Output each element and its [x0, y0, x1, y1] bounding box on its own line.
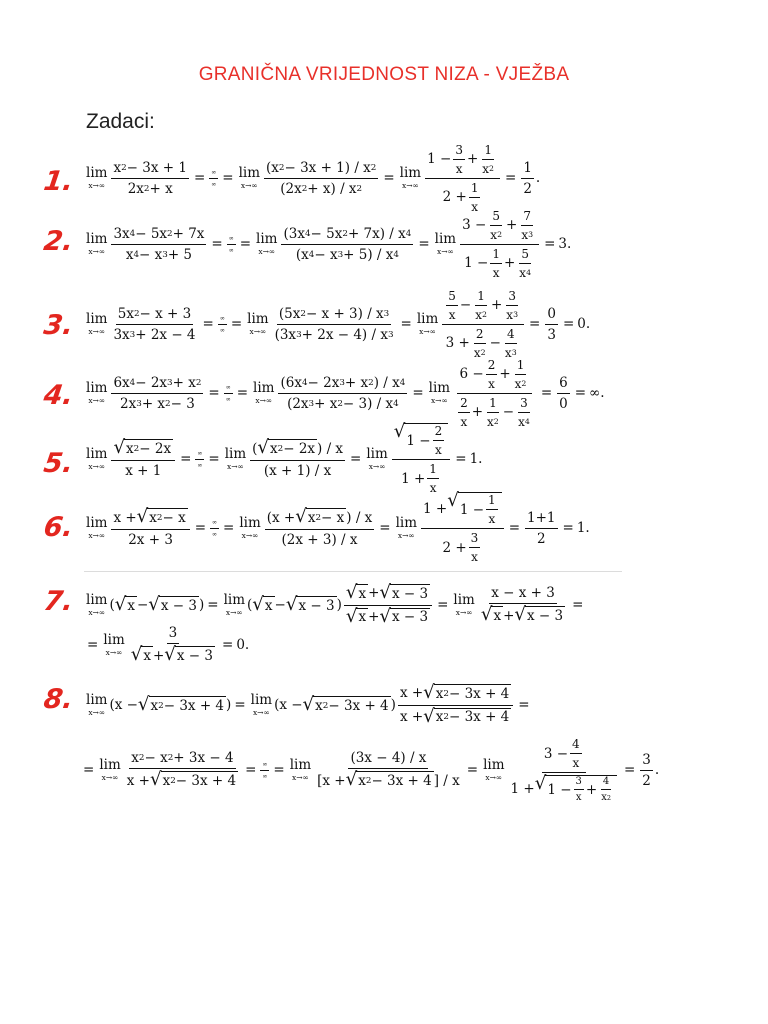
task-expression: lim x→∞ 5x 2 − x + 3 3x 3 + 2x − 4 = $\frac{\infty}{\infty}$ = lim x→∞ (5x 2 − x + 3) / x 3 (3x 3 + 2x − 4) / x 3 = lim x→∞ $\frac{5}{x}$ − 1 x 2 + 3 x 3 3 + 2 x 2 − 4 x 3 = $\frac{0}{3}$ = 0. — [86, 288, 591, 360]
task-number: 7. — [41, 586, 76, 617]
task-expression: lim x→∞ √ x 2 − 2x x + 1 = $\frac{\infty}{\infty}$ = lim x→∞ ( √ x 2 − 2x ) / x (x + 1) / x = lim x→∞ √ 1 − $\frac{2}{x}$ 1 + $\frac{1}{x}$ = 1. — [86, 421, 483, 495]
task-number: 4. — [41, 380, 76, 411]
task-number: 3. — [41, 310, 76, 341]
task-expression: lim x→∞ 3x 4 − 5x 2 + 7x x 4 − x 3 + 5 = $\frac{\infty}{\infty}$ = lim x→∞ (3x 4 − 5x 2 + 7x) / x 4 (x 4 − x 3 + 5) / x 4 = lim x→∞ 3 − 5 x 2 + 7 x 3 1 − $\frac{1}{x}$ + 5 x 4 = 3. — [86, 208, 572, 280]
task-number: 2. — [41, 226, 76, 257]
task-expression: lim x→∞ x 2 − 3x + 1 2x 2 + x = $\frac{\infty}{\infty}$ = lim x→∞ (x 2 − 3x + 1) / x 2 (2x 2 + x) / x 2 = lim x→∞ 1 − $\frac{3}{x}$ + 1 x 2 2 + $\frac{1}{x}$ = $\frac{1}{2}$ . — [86, 142, 541, 214]
task-expression: lim x→∞ ( √ x − √ x − 3 ) = lim x→∞ ( √ x − √ x − 3 ) √ x + √ x − 3 √ x + √ x − 3 = lim x→∞ x − x + 3 √ x + √ x − 3 = — [86, 582, 584, 627]
page-title: GRANIČNA VRIJEDNOST NIZA - VJEŽBA — [198, 64, 570, 85]
section-heading: Zadaci: — [86, 110, 155, 133]
task-number: 5. — [41, 448, 76, 479]
task-expression: lim x→∞ x + √ x 2 − x 2x + 3 = $\frac{\infty}{\infty}$ = lim x→∞ (x + √ x 2 − x ) / x (2x + 3) / x = lim x→∞ 1 + √ 1 − $\frac{1}{x}$ 2 + $\frac{3}{x}$ = $\frac{1+1}{2}$ = 1. — [86, 490, 590, 564]
task-expression: lim x→∞ (x − √ x 2 − 3x + 4 ) = lim x→∞ (x − √ x 2 − 3x + 4 ) x + √ x 2 − 3x + 4 x + √ x 2 − 3x + 4 = — [86, 682, 530, 727]
task-expression: lim x→∞ 6x 4 − 2x 3 + x 2 2x 3 + x 2 − 3 = $\frac{\infty}{\infty}$ = lim x→∞ (6x 4 − 2x 3 + x 2 ) / x 4 (2x 3 + x 2 − 3) / x 4 = lim x→∞ 6 − $\frac{2}{x}$ + 1 x 2 $\frac{2}{x}$ + 1 x 2 − 3 x 4 = $\frac{6}{0}$ = ∞. — [86, 357, 605, 429]
task-expression-continued: = lim x→∞ x 2 − x 2 + 3x − 4 x + √ x 2 − 3x + 4 = $\frac{\infty}{\infty}$ = lim x→∞ (3x − 4) / x [x + √ x 2 − 3x + 4 ] / x = lim x→∞ 3 − $\frac{4}{x}$ 1 + √ 1 − $\frac{3}{x}$ + 4 x 2 = $\frac{3}{2}$ . — [83, 737, 660, 803]
task-number: 8. — [41, 684, 76, 715]
task-expression-continued: = lim x→∞ 3 √ x + √ x − 3 = 0. — [87, 625, 250, 666]
task-number: 6. — [41, 512, 76, 543]
section-divider — [84, 571, 622, 572]
task-number: 1. — [41, 166, 76, 197]
